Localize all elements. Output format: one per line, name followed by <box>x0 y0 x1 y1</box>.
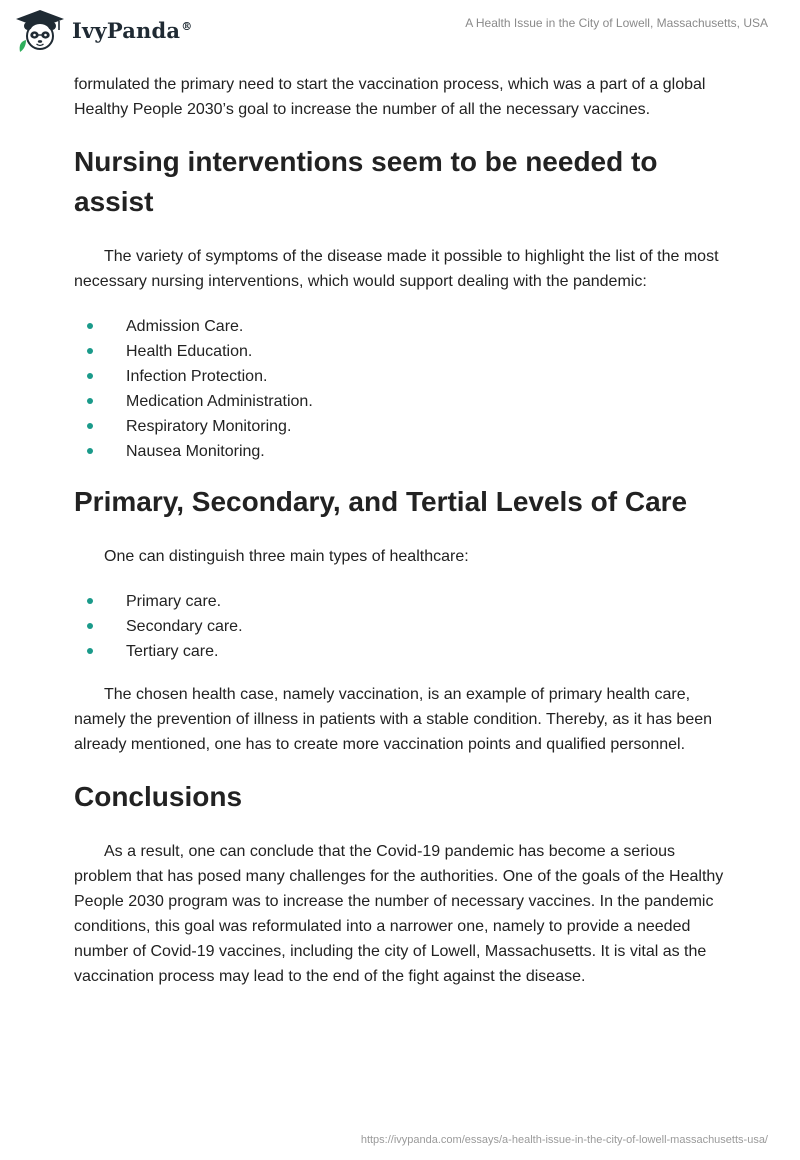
list-item-text: Primary care. <box>126 593 222 610</box>
list-item-text: Health Education. <box>126 343 253 360</box>
document-title: A Health Issue in the City of Lowell, Massachusetts, USA <box>465 16 768 30</box>
section-heading-conclusions: Conclusions <box>74 781 243 812</box>
list-item-text: Respiratory Monitoring. <box>126 418 292 435</box>
list-item <box>74 339 734 364</box>
list-item-text: Nausea Monitoring. <box>126 443 265 460</box>
bullet-icon <box>87 623 93 629</box>
panda-graduate-icon <box>14 8 66 52</box>
list-item <box>74 639 734 664</box>
list-item-text: Medication Administration. <box>126 393 313 410</box>
bullet-icon <box>87 423 93 429</box>
bullet-icon <box>87 448 93 454</box>
brand-name <box>72 18 192 43</box>
page-header <box>0 0 800 70</box>
nursing-interventions-list <box>74 314 734 464</box>
list-item <box>74 589 734 614</box>
source-url-link[interactable]: https://ivypanda.com/essays/a-health-issue-in-the-city-of-lowell-massachusetts-usa/ <box>360 1134 768 1146</box>
care-types-list <box>74 589 734 664</box>
essay-content <box>74 72 734 1009</box>
intro-paragraph: formulated the primary need to start the vaccination process, which was a part of a global Healthy People 2030’s goal to increase the number of all the necessary vaccines. <box>74 76 706 118</box>
section-paragraph: As a result, one can conclude that the Covid-19 pandemic has become a serious problem that has posed many challenges for the authorities. One of the goals of the Healthy People 2030 program was to increase the number of necessary vaccines. In the pandemic conditions, this goal was reformulated into a narrower one, namely to provide a needed number of Covid-19 vaccines, including the city of Lowell, Massachusetts. It is vital as the vaccination process may lead to the end of the fight against the disease. <box>74 843 724 985</box>
section-paragraph: The variety of symptoms of the disease made it possible to highlight the list of the most necessary nursing interventions, which would support dealing with the pandemic: <box>74 248 719 290</box>
bullet-icon <box>87 348 93 354</box>
list-item <box>74 364 734 389</box>
list-item-text: Tertiary care. <box>126 643 219 660</box>
bullet-icon <box>87 398 93 404</box>
bullet-icon <box>87 323 93 329</box>
section-heading-levels-of-care: Primary, Secondary, and Tertial Levels of Care <box>74 486 688 517</box>
list-item-text: Secondary care. <box>126 618 243 635</box>
list-item <box>74 314 734 339</box>
list-item-text: Infection Protection. <box>126 368 268 385</box>
section-heading-nursing-interventions: Nursing interventions seem to be needed to assist <box>74 146 658 217</box>
list-item <box>74 614 734 639</box>
section-paragraph: The chosen health case, namely vaccination, is an example of primary health care, namely the prevention of illness in patients with a stable condition. Thereby, as it has been already mentioned, one has to create more vaccination points and qualified personnel. <box>74 686 713 753</box>
list-item <box>74 389 734 414</box>
brand-name-text: IvyPanda <box>72 17 181 43</box>
bullet-icon <box>87 373 93 379</box>
registered-mark: ® <box>181 19 193 33</box>
bullet-icon <box>87 598 93 604</box>
ivypanda-logo[interactable] <box>14 8 192 52</box>
bullet-icon <box>87 648 93 654</box>
list-item-text: Admission Care. <box>126 318 244 335</box>
list-item <box>74 414 734 439</box>
list-item <box>74 439 734 464</box>
section-paragraph: One can distinguish three main types of healthcare: <box>104 548 469 565</box>
